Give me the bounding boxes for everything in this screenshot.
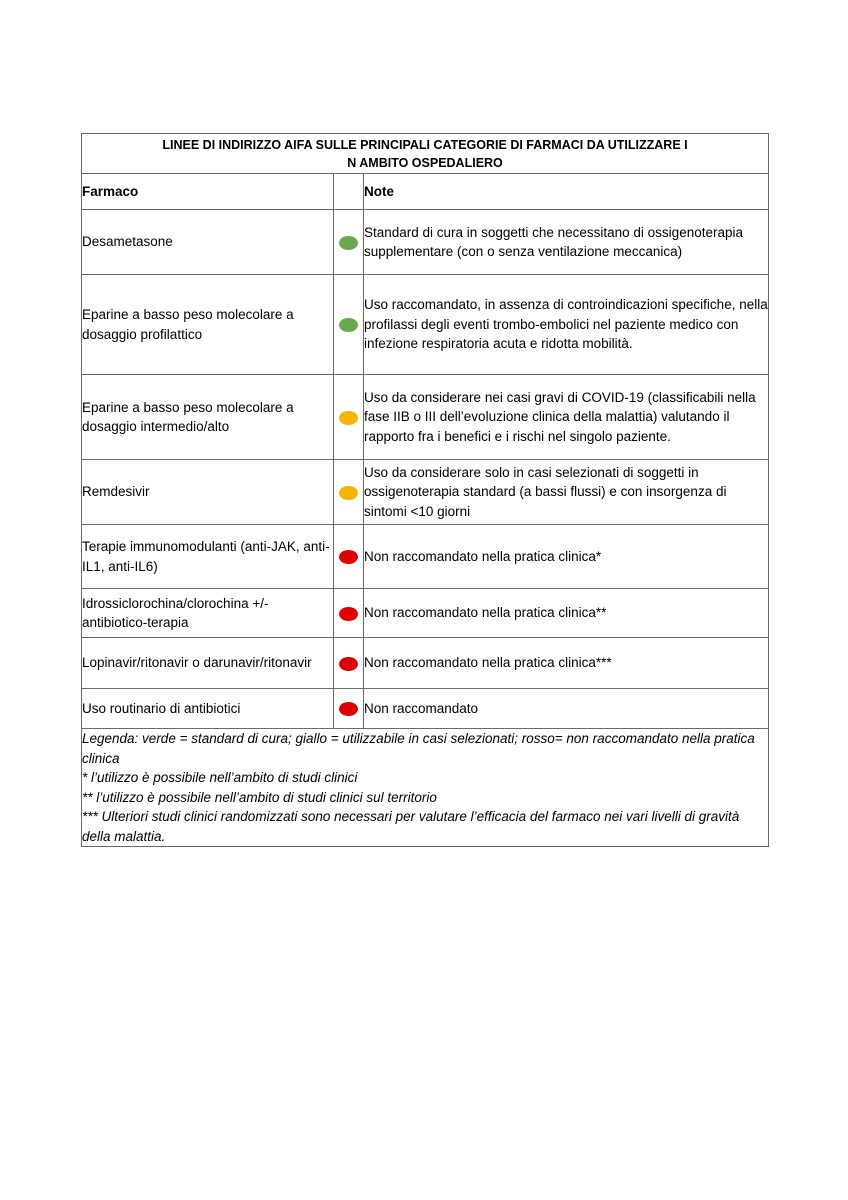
status-dot-yellow-icon	[339, 411, 358, 425]
status-dot-red-icon	[339, 550, 358, 564]
drug-note: Non raccomandato nella pratica clinica***	[364, 638, 769, 689]
drug-note: Standard di cura in soggetti che necessitano di ossigenoterapia supplementare (con o senza ventilazione meccanica)	[364, 210, 769, 275]
drug-note: Non raccomandato	[364, 689, 769, 729]
drug-name: Eparine a basso peso molecolare a dosaggio profilattico	[82, 275, 334, 375]
drug-name: Eparine a basso peso molecolare a dosaggio intermedio/alto	[82, 375, 334, 460]
legend	[82, 729, 769, 847]
table-title	[82, 134, 769, 174]
drug-name: Idrossiclorochina/clorochina +/- antibiotico-terapia	[82, 589, 334, 638]
title-row	[82, 134, 769, 174]
status-dot-green-icon	[339, 318, 358, 332]
drug-note: Non raccomandato nella pratica clinica*	[364, 525, 769, 589]
drug-name: Uso routinario di antibiotici	[82, 689, 334, 729]
table-row	[82, 638, 769, 689]
legend-row	[82, 729, 769, 847]
table-row	[82, 460, 769, 525]
drug-note: Non raccomandato nella pratica clinica**	[364, 589, 769, 638]
table-row	[82, 275, 769, 375]
legend-line: * l’utilizzo è possibile nell’ambito di studi clinici	[82, 770, 358, 785]
status-dot-red-icon	[339, 607, 358, 621]
status-dot-green-icon	[339, 236, 358, 250]
legend-line: *** Ulteriori studi clinici randomizzati sono necessari per valutare l’efficacia del farmaco nei vari livelli di gravità della malattia.	[82, 809, 740, 844]
table-row	[82, 210, 769, 275]
table-title-line-1: LINEE DI INDIRIZZO AIFA SULLE PRINCIPALI CATEGORIE DI FARMACI DA UTILIZZARE I	[162, 137, 688, 152]
drug-note: Uso da considerare solo in casi selezionati di soggetti in ossigenoterapia standard (a bassi flussi) e con insorgenza di sintomi <10 giorni	[364, 460, 769, 525]
table-row	[82, 689, 769, 729]
aifa-guidelines-table	[81, 133, 769, 847]
header-farmaco: Farmaco	[82, 174, 334, 210]
header-status	[334, 174, 364, 210]
drug-name: Desametasone	[82, 210, 334, 275]
status-dot-red-icon	[339, 702, 358, 716]
drug-name: Terapie immunomodulanti (anti-JAK, anti-IL1, anti-IL6)	[82, 525, 334, 589]
table-row	[82, 375, 769, 460]
table-title-line-2: N AMBITO OSPEDALIERO	[347, 155, 503, 170]
legend-line: ** l’utilizzo è possibile nell’ambito di studi clinici sul territorio	[82, 789, 437, 805]
drug-name: Remdesivir	[82, 460, 334, 525]
status-dot-yellow-icon	[339, 486, 358, 500]
header-note: Note	[364, 174, 769, 210]
drug-note: Uso da considerare nei casi gravi di COVID-19 (classificabili nella fase IIB o III dell’evoluzione clinica della malattia) valutando il rapporto fra i benefici e i rischi nel singolo paziente.	[364, 375, 769, 460]
legend-line: Legenda: verde = standard di cura; giallo = utilizzabile in casi selezionati; rosso= non raccomandato nella pratica clinica	[82, 731, 755, 766]
drug-name: Lopinavir/ritonavir o darunavir/ritonavir	[82, 638, 334, 689]
header-row	[82, 174, 769, 210]
status-dot-red-icon	[339, 657, 358, 671]
table-row	[82, 589, 769, 638]
drug-note: Uso raccomandato, in assenza di controindicazioni specifiche, nella profilassi degli eventi trombo-embolici nel paziente medico con infezione respiratoria acuta e ridotta mobilità.	[364, 275, 769, 375]
table-row	[82, 525, 769, 589]
